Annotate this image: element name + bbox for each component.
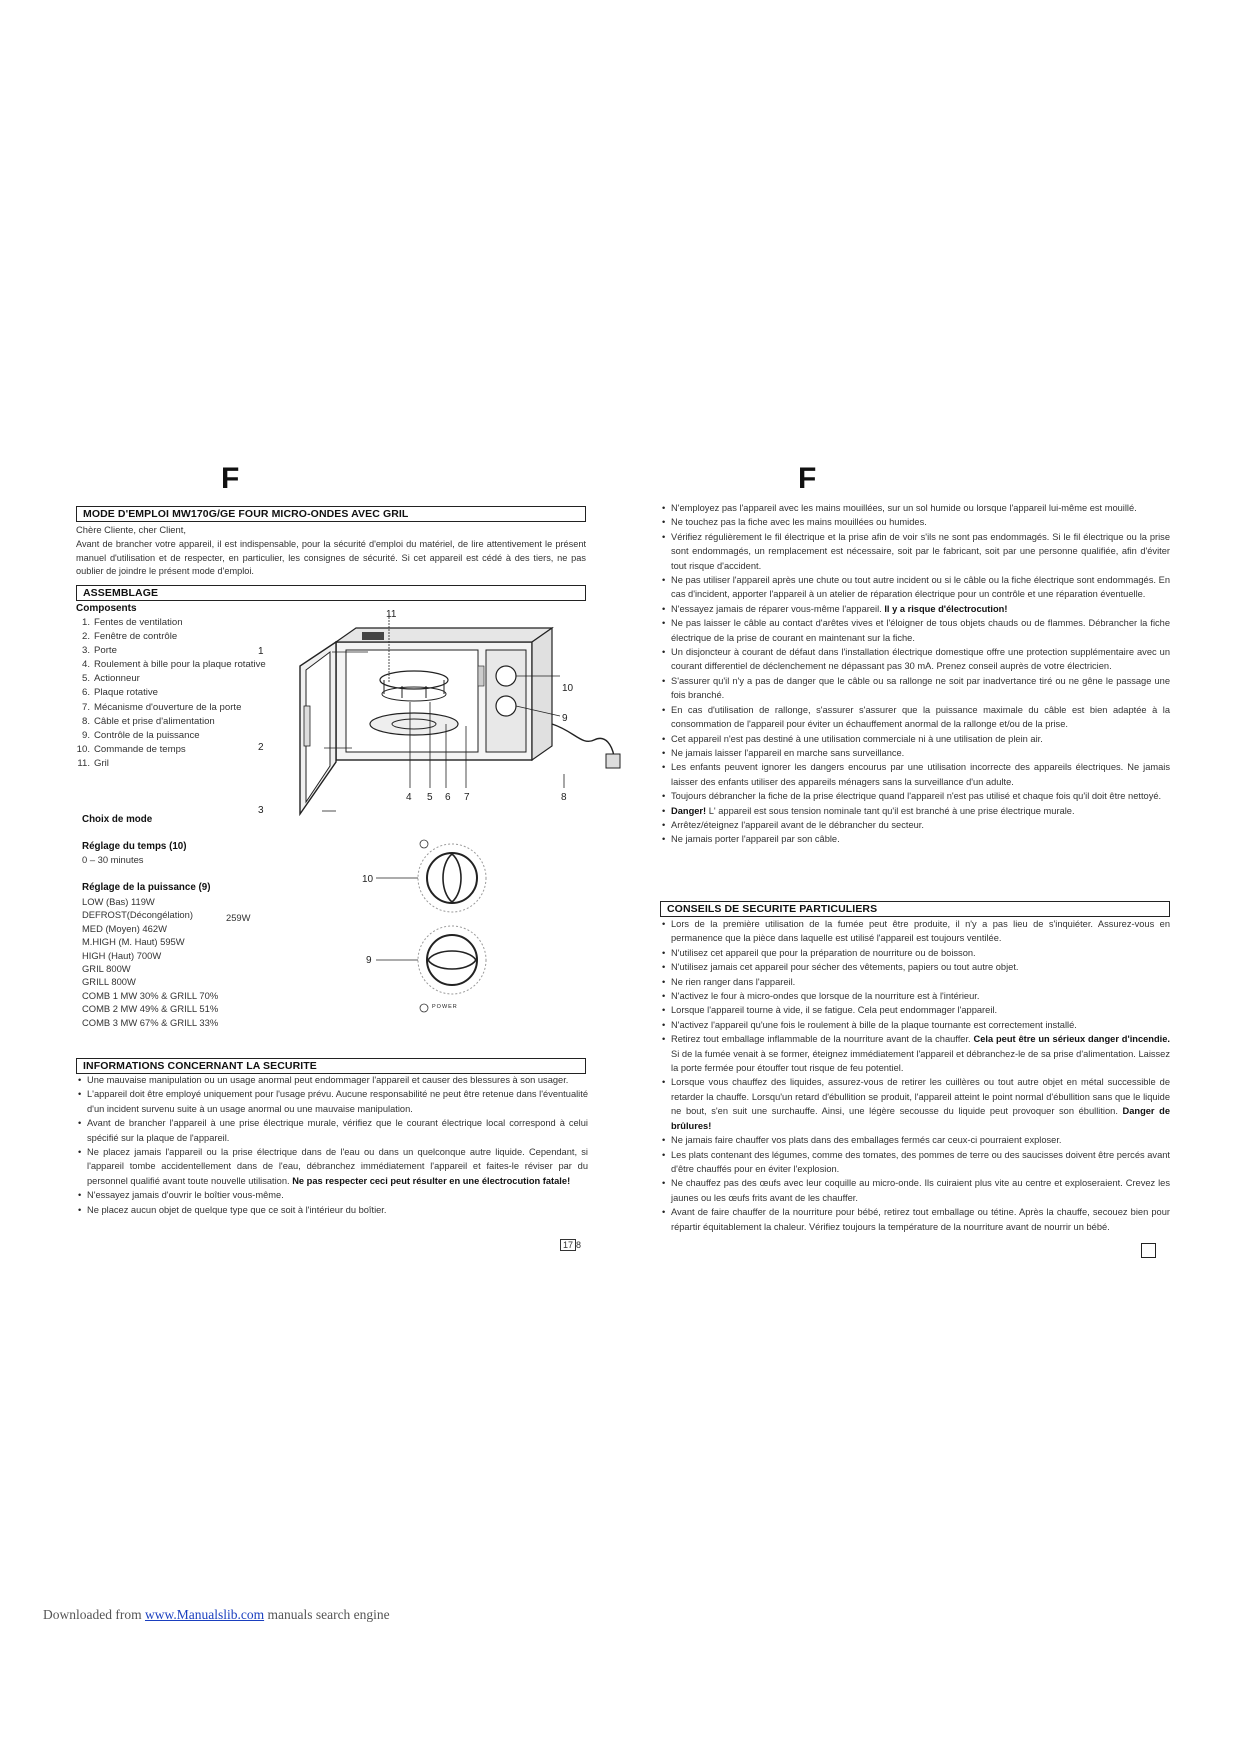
bullet-item — [660, 515, 1170, 529]
bullet-text: Ne placez aucun objet de quelque type que ce soit à l'intérieur du boîtier. — [87, 1204, 387, 1215]
greeting: Chère Cliente, cher Client, — [76, 524, 186, 535]
power-level-list — [82, 895, 282, 1029]
component-label: Câble et prise d'alimentation — [94, 715, 215, 727]
page-letter-right: F — [798, 462, 817, 495]
bullet-text: Lors de la première utilisation de la fumée peut être produite, il n'y a pas lieu de s'inquiéter. Assurez-vous en permanence que la pièce dans laquelle est utilisé l'appareil est toujours ventilée. — [671, 919, 1170, 944]
power-level: GRIL 800W — [82, 963, 131, 975]
bullet-item — [660, 674, 1170, 703]
components-heading: Composents — [76, 603, 137, 614]
manual-title: MODE D'EMPLOI MW170G/GE FOUR MICRO-ONDES AVEC GRIL — [76, 506, 586, 522]
assembly-heading: ASSEMBLAGE — [76, 585, 586, 601]
page-letter-left: F — [221, 462, 240, 495]
bullet-text: Cet appareil n'est pas destiné à une utilisation commerciale ni à une utilisation de plein air. — [671, 733, 1043, 744]
bullet-warning: Danger de brûlures! — [671, 1106, 1170, 1131]
component-number: 6. — [81, 687, 90, 699]
bullet-text: Ne rien ranger dans l'appareil. — [671, 976, 796, 987]
bullet-text: Lorsque vous chauffez des liquides, assurez-vous de retirer les cuillères ou tout autre objet en métal successible de retarder la chauffe. Lorsqu'un retard d'ébullition se produit, l'appareil atteint le point normal d'ébullition sans que le liquide ne bout, s'en suit une surchauffe. Ainsi, une légère secousse du liquide peut provoquer son ébullition. — [671, 1077, 1170, 1117]
bullet-text: Ne pas laisser le câble au contact d'arêtes vives et l'éloigner de tous objets chauds ou de flammes. Débrancher la fiche électrique de la prise de courant en maintenant sur la fiche. — [671, 618, 1170, 643]
component-number: 10. — [76, 743, 90, 755]
bullet-item — [660, 703, 1170, 732]
component-number: 11. — [77, 757, 90, 769]
power-level: COMB 2 MW 49% & GRILL 51% — [82, 1003, 219, 1015]
power-heading: Réglage de la puissance (9) — [82, 882, 211, 893]
power-level: HIGH (Haut) 700W — [82, 949, 162, 961]
page-number — [560, 1240, 581, 1250]
component-label: Porte — [94, 645, 117, 657]
bullet-item — [660, 1205, 1170, 1234]
page-number-box-empty — [1141, 1243, 1156, 1258]
time-range: 0 – 30 minutes — [82, 854, 144, 865]
bullet-text: Toujours débrancher la fiche de la prise électrique quand l'appareil n'est pas utilisé et chaque fois qu'il doit être nettoyé. — [671, 791, 1162, 802]
bullet-text: L'appareil doit être employé uniquement pour l'usage prévu. Aucune responsabilité ne peut être retenue dans l'éventualité d'un incident survenu suite à un usage anormal ou une mauvaise manipulation. — [87, 1089, 588, 1114]
bullet-item — [660, 917, 1170, 946]
bullet-warning: Ne pas respecter ceci peut résulter en une électrocution fatale! — [292, 1175, 571, 1186]
manualslib-link[interactable]: www.Manualslib.com — [144, 1607, 265, 1622]
bullet-text: Ne jamais laisser l'appareil en marche sans surveillance. — [671, 747, 905, 758]
diagram-label-9: 9 — [562, 713, 568, 724]
bullet-warning: Cela peut être un sérieux danger d'incendie. — [973, 1034, 1170, 1045]
diagram-label-10: 10 — [562, 683, 574, 694]
footer-prefix: Downloaded from — [43, 1607, 145, 1622]
bullet-text: N'utilisez jamais cet appareil pour sécher des vêtements, papiers ou tout autre objet. — [671, 962, 1019, 973]
safety-list-continued — [660, 501, 1170, 847]
bullet-text: Avant de faire chauffer de la nourriture pour bébé, retirez tout emballage ou tétine. Après la chauffe, secouez bien pour répartir équitablement la chaleur. Vérifiez toujours la température de la nourriture avant de nourrir un bébé. — [671, 1207, 1170, 1232]
bullet-item — [76, 1145, 588, 1188]
bullet-item — [660, 804, 1170, 818]
bullet-text: Lorsque l'appareil tourne à vide, il se fatigue. Cela peut endommager l'appareil. — [671, 1005, 998, 1016]
component-number: 7. — [81, 701, 90, 713]
bullet-text: S'assurer qu'il n'y a pas de danger que le câble ou sa rallonge ne soit par inadvertance tiré ou ne gêne le passage une fois branché. — [671, 675, 1170, 701]
component-label: Mécanisme d'ouverture de la porte — [94, 701, 242, 713]
diagram-label-3: 3 — [258, 805, 264, 816]
knob-label-9: 9 — [366, 955, 372, 966]
bullet-text: N'essayez jamais de réparer vous-même l'appareil. — [671, 603, 885, 614]
bullet-text-continued: L' appareil est sous tension nominale tant qu'il est branché à une prise électrique murale. — [706, 805, 1075, 816]
component-label: Gril — [94, 757, 109, 769]
special-advice-list — [660, 917, 1170, 1234]
bullet-text: Ne pas utiliser l'appareil après une chute ou tout autre incident ou si le câble ou la fiche électrique sont endommagés. En cas d'incident, apporter l'appareil à un atelier de réparation électrique pour un contrôle et une réparation éventuelle. — [671, 575, 1170, 600]
diagram-label-2: 2 — [258, 742, 264, 753]
bullet-text: Vérifiez régulièrement le fil électrique et la prise afin de voir s'ils ne sont pas endommagés. Si le fil électrique ou la prise sont endommagés, un remplacement est nécessaire, soit par le fabricant, soit par une personne qualifiée, afin d'éviter tout risque d'accident. — [671, 531, 1170, 571]
bullet-text: Ne chauffez pas des œufs avec leur coquille au micro-onde. Ils cuiraient plus vite au centre et exploseraient. Crevez les jaunes ou les œufs frits avant de les chauffer. — [671, 1178, 1170, 1203]
bullet-item — [660, 989, 1170, 1003]
bullet-text: N'activez le four à micro-ondes que lorsque de la nourriture est à l'intérieur. — [671, 991, 980, 1002]
bullet-item — [660, 1032, 1170, 1075]
component-label: Commande de temps — [94, 743, 186, 755]
power-level: COMB 1 MW 30% & GRILL 70% — [82, 989, 219, 1001]
diagram-label-5: 5 — [427, 792, 433, 803]
bullet-item — [76, 1203, 588, 1217]
bullet-text: Ne jamais porter l'appareil par son câble. — [671, 834, 840, 845]
component-label: Actionneur — [94, 673, 140, 685]
bullet-item — [76, 1116, 588, 1145]
power-level: LOW (Bas) 119W — [82, 896, 155, 907]
component-number: 3. — [81, 645, 90, 657]
power-word: POWER — [432, 1004, 458, 1010]
bullet-text: Ne jamais faire chauffer vos plats dans des emballages fermés car ceux-ci pourraient exploser. — [671, 1135, 1062, 1146]
bullet-text: N'activez l'appareil qu'une fois le roulement à bille de la plaque tournante est correctement installé. — [671, 1019, 1077, 1030]
safety-list — [76, 1073, 588, 1217]
diagram-label-1: 1 — [258, 646, 264, 657]
bullet-item — [660, 746, 1170, 760]
defrost-watts: 259W — [226, 912, 251, 923]
component-number: 8. — [81, 715, 90, 727]
bullet-item — [660, 602, 1170, 616]
mode-heading: Choix de mode — [82, 814, 153, 825]
bullet-text: N'employez pas l'appareil avec les mains mouillées, sur un sol humide ou lorsque l'appareil lui-même est mouillé. — [671, 503, 1137, 513]
diagram-label-4: 4 — [406, 792, 412, 803]
bullet-warning: Danger! — [671, 805, 707, 816]
intro-paragraph: Avant de brancher votre appareil, il est indispensable, pour la sécurité d'emploi du matériel, de lire attentivement le présent manuel d'utilisation et de respecter, en particulier, les consignes de sécurité. Si cet appareil est cédé à des tiers, ne pas oublier de joindre le présent mode d'emploi. — [76, 539, 586, 577]
microwave-diagram — [234, 606, 634, 816]
component-number: 1. — [81, 617, 90, 628]
bullet-item — [660, 1176, 1170, 1205]
diagram-label-6: 6 — [445, 792, 451, 803]
bullet-warning: Il y a risque d'électrocution! — [884, 603, 1008, 614]
bullet-text: N'essayez jamais d'ouvrir le boîtier vous-même. — [87, 1190, 284, 1201]
bullet-text: Ne placez jamais l'appareil ou la prise électrique dans de l'eau ou dans un quelconque autre liquide. Cependant, si l'appareil tombe accidentellement dans de l'eau, débranchez immédiatement l'appareil et faites-le réviser par du personnel qualifié avant toute nouvelle utilisation. — [87, 1147, 588, 1186]
bullet-text: N'utilisez cet appareil que pour la préparation de nourriture ou de boisson. — [671, 947, 976, 958]
bullet-text: Arrêtez/éteignez l'appareil avant de le débrancher du secteur. — [671, 819, 924, 830]
special-advice-heading: CONSEILS DE SECURITE PARTICULIERS — [660, 901, 1170, 917]
bullet-item — [660, 530, 1170, 573]
bullet-text: Ne touchez pas la fiche avec les mains mouillées ou humides. — [671, 517, 927, 528]
bullet-text: Avant de brancher l'appareil à une prise électrique murale, vérifiez que le courant électrique local correspond à celui spécifié sur la plaque de l'appareil. — [87, 1118, 588, 1143]
component-label: Plaque rotative — [94, 687, 158, 699]
component-label: Contrôle de la puissance — [94, 729, 200, 741]
diagram-label-8: 8 — [561, 792, 567, 803]
bullet-item — [660, 832, 1170, 846]
page-number-suffix: 8 — [576, 1240, 582, 1250]
bullet-item — [76, 1188, 588, 1202]
bullet-text: Les enfants peuvent ignorer les dangers encourus par une utilisation incorrecte des appareils électriques. Ne jamais laisser des enfants utiliser des appareils ménagers sans la surveillance d'un adulte. — [671, 762, 1170, 787]
bullet-item — [660, 975, 1170, 989]
bullet-item — [660, 789, 1170, 803]
power-level: COMB 3 MW 67% & GRILL 33% — [82, 1016, 219, 1028]
bullet-item — [660, 573, 1170, 602]
bullet-item — [660, 1148, 1170, 1177]
bullet-item — [660, 732, 1170, 746]
bullet-item — [660, 1133, 1170, 1147]
diagram-label-7: 7 — [464, 792, 470, 803]
power-level: MED (Moyen) 462W — [82, 922, 167, 934]
component-number: 9. — [81, 729, 90, 741]
component-label: Fentes de ventilation — [94, 617, 183, 628]
bullet-text-continued: Si de la fumée venait à se former, éteignez immédiatement l'appareil et débranchez-le de sa prise d'alimentation. Laissez la porte fermée pour étouffer tout risque de feu potentiel. — [671, 1048, 1170, 1074]
component-number: 2. — [81, 631, 90, 643]
bullet-text: En cas d'utilisation de rallonge, s'assurer s'assurer que la puissance maximale du câble est bien adaptée à la consommation de l'appareil pour éviter un échauffement anormal de la rallonge et/ou de la prise. — [671, 704, 1170, 730]
safety-heading: INFORMATIONS CONCERNANT LA SECURITE — [76, 1058, 586, 1074]
bullet-text: Les plats contenant des légumes, comme des tomates, des pommes de terre ou des saucisses doivent être percés avant d'être chauffés pour en éviter l'explosion. — [671, 1149, 1170, 1174]
bullet-item — [76, 1087, 588, 1116]
footer-suffix: manuals search engine — [264, 1607, 390, 1622]
power-level: M.HIGH (M. Haut) 595W — [82, 936, 185, 948]
diagram-label-11: 11 — [386, 609, 397, 620]
bullet-item — [660, 818, 1170, 832]
component-label: Roulement à bille pour la plaque rotative — [94, 659, 266, 671]
bullet-item — [660, 616, 1170, 645]
component-number: 4. — [81, 659, 90, 671]
bullet-item — [660, 946, 1170, 960]
download-footer — [43, 1607, 390, 1623]
knob-label-10: 10 — [362, 874, 374, 885]
bullet-item — [660, 760, 1170, 789]
bullet-text: Retirez tout emballage inflammable de la nourriture avant de la chauffer. — [671, 1034, 974, 1045]
power-level: GRILL 800W — [82, 976, 136, 988]
bullet-item — [660, 645, 1170, 674]
page-number-box: 17 — [560, 1239, 576, 1251]
bullet-text: Un disjoncteur à courant de défaut dans l'installation électrique domestique offre une protection supplémentaire avec un courant differentiel de déclenchement ne dépassant pas 30 mA. Prenez conseil auprès de votre électricien. — [671, 647, 1170, 672]
control-knobs — [376, 838, 506, 1018]
component-label: Fenêtre de contrôle — [94, 631, 178, 643]
bullet-item — [660, 1075, 1170, 1133]
bullet-item — [660, 960, 1170, 974]
bullet-text: Une mauvaise manipulation ou un usage anormal peut endommager l'appareil et causer des blessures à son usager. — [87, 1075, 569, 1085]
component-number: 5. — [81, 673, 90, 685]
time-heading: Réglage du temps (10) — [82, 841, 187, 852]
power-level: DEFROST(Décongélation) — [82, 909, 193, 921]
bullet-item — [76, 1073, 588, 1087]
bullet-item — [660, 1018, 1170, 1032]
bullet-item — [660, 1003, 1170, 1017]
bullet-item — [660, 501, 1170, 515]
